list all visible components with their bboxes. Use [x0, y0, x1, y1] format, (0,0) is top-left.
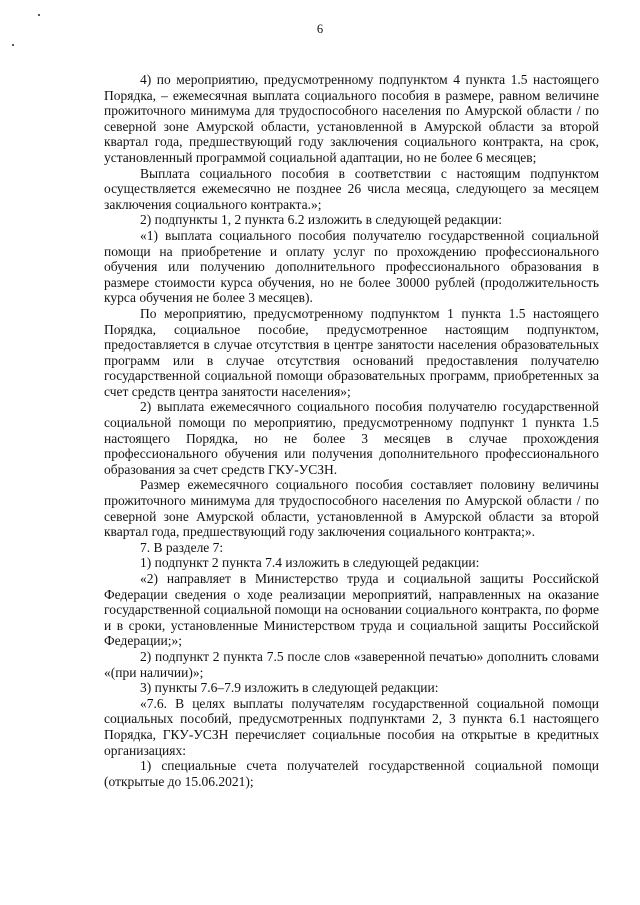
paragraph: Выплата социального пособия в соответствии с настоящим подпунктом осуществляется ежемесячно не позднее 26 числа месяца, следующего за месяцем заключения социального контракта.»;	[104, 165, 599, 212]
paragraph: «7.6. В целях выплаты получателям государственной социальной помощи социальных пособий, предусмотренных подпунктами 2, 3 пункта 6.1 настоящего Порядка, ГКУ-УСЗН перечисляет социальные пособия на открытые в кредитных организациях:	[104, 695, 599, 758]
paragraph: 2) подпункт 2 пункта 7.5 после слов «заверенной печатью» дополнить словами «(при наличии)»;	[104, 648, 599, 680]
scan-speck	[12, 44, 14, 46]
paragraph: 4) по мероприятию, предусмотренному подпунктом 4 пункта 1.5 настоящего Порядка, – ежемесячная выплата социального пособия в размере, равном величине прожиточного минимума для трудоспособного населения по Амурской области / по северной зоне Амурской области, установленной в Амурской области за второй квартал года, предшествующий году заключения социального контракта, на срок, установленный программой социальной адаптации, но не более 6 месяцев;	[104, 72, 599, 165]
paragraph: 2) подпункты 1, 2 пункта 6.2 изложить в следующей редакции:	[140, 212, 502, 228]
paragraph: 7. В разделе 7:	[140, 539, 224, 555]
paragraph: По мероприятию, предусмотренному подпунктом 1 пункта 1.5 настоящего Порядка, социальное пособие, предусмотренное настоящим подпунктом, предоставляется в случае отсутствия в центре занятости населения образовательных программ или в случае отсутствия оснований предоставления получателю государственной социальной помощи образовательных программ, приобретенных за счет средств центра занятости населения»;	[104, 305, 599, 399]
paragraph: «2) направляет в Министерство труда и социальной защиты Российской Федерации сведения о ходе реализации мероприятий, направленных на оказание государственной социальной помощи на основании социального контракта, по форме и в сроки, установленные Министерством труда и социальной защиты Российской Федерации;»;	[104, 571, 599, 649]
scan-speck	[38, 14, 40, 16]
paragraph: 1) подпункт 2 пункта 7.4 изложить в следующей редакции:	[140, 555, 480, 571]
paragraph: 3) пункты 7.6–7.9 изложить в следующей редакции:	[140, 680, 439, 696]
paragraph: 2) выплата ежемесячного социального пособия получателю государственной социальной помощи по мероприятию, предусмотренному подпункт 1 пункта 1.5 настоящего Порядка, но не более 3 месяцев в случае прохождения профессионального обучения или получения дополнительного профессионального образования за счет средств ГКУ-УСЗН.	[104, 399, 599, 477]
paragraph: Размер ежемесячного социального пособия составляет половину величины прожиточного минимума для трудоспособного населения по Амурской области / по северной зоне Амурской области, установленной в Амурской области за второй квартал года, предшествующий году заключения социального контракта;».	[104, 477, 599, 540]
paragraph: 1) специальные счета получателей государственной социальной помощи (открытые до 15.06.2021);	[104, 758, 599, 789]
page-number: 6	[316, 22, 324, 36]
document-body	[104, 72, 599, 789]
paragraph: «1) выплата социального пособия получателю государственной социальной помощи на приобретение и оплату услуг по прохождению профессионального обучения или получению дополнительного профессионального образования в размере стоимости курса обучения, но не более 30000 рублей (продолжительность курса обучения не более 3 месяцев).	[104, 227, 599, 306]
